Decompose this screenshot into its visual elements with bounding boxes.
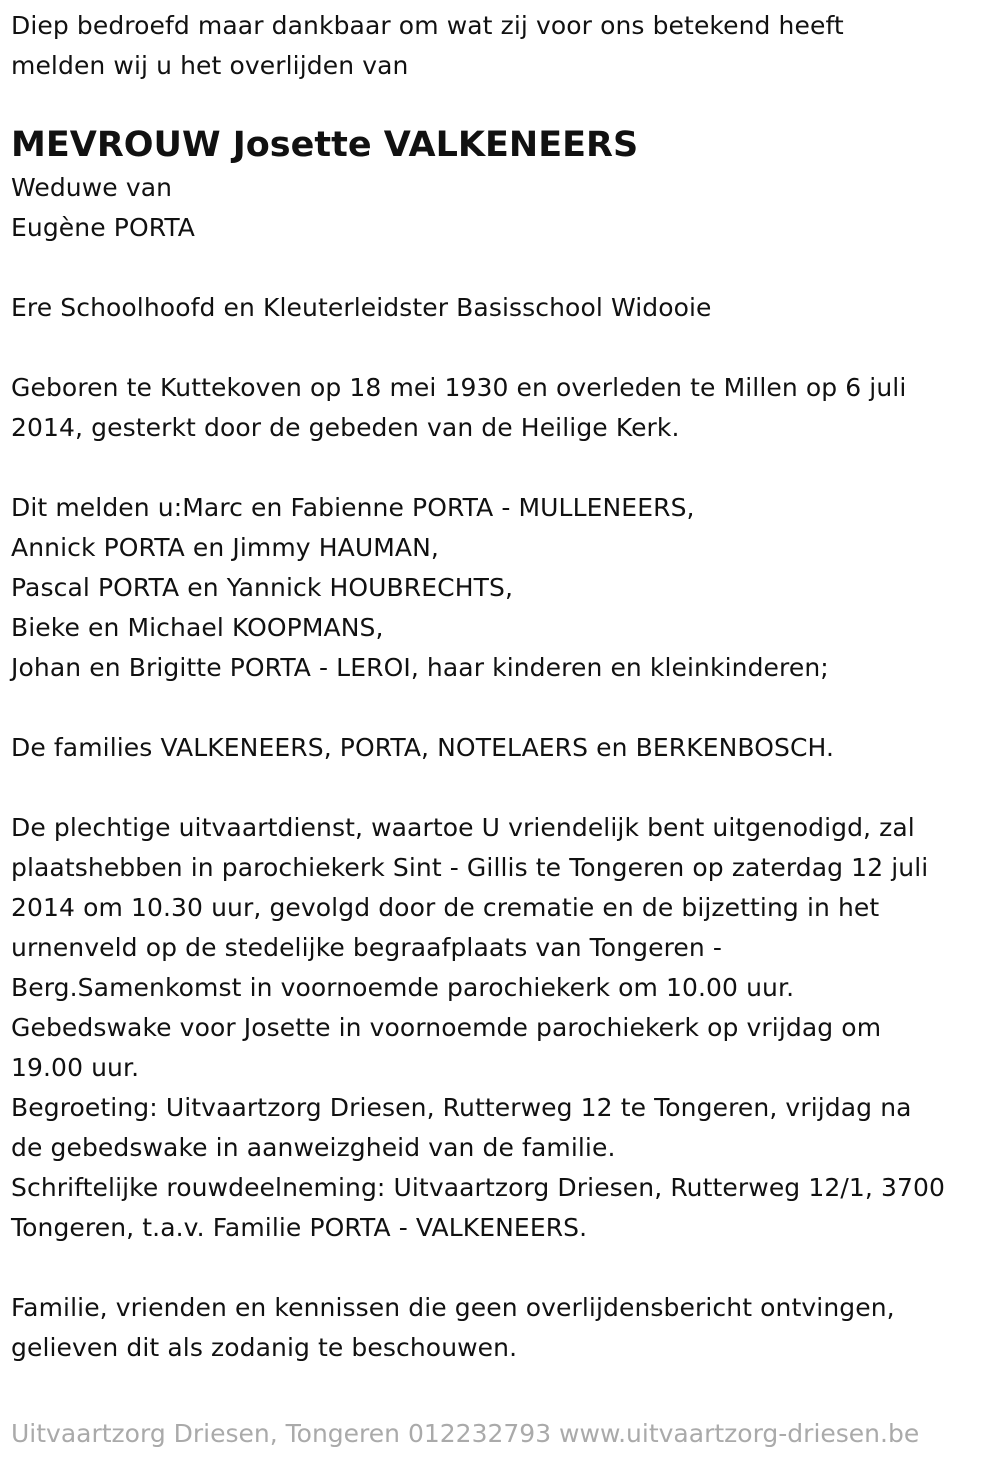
intro-text (11, 6, 996, 86)
occupation: Ere Schoolhoofd en Kleuterleidster Basisschool Widooie (11, 293, 712, 322)
announcer-line: Johan en Brigitte PORTA - LEROI, haar kinderen en kleinkinderen; (11, 653, 829, 682)
funeral-paragraph (11, 808, 996, 1248)
funeral-line: Schriftelijke rouwdeelneming: Uitvaartzorg Driesen, Rutterweg 12/1, 3700 (11, 1173, 945, 1202)
deceased-name: MEVROUW Josette VALKENEERS (11, 125, 639, 165)
intro-line: melden wij u het overlijden van (11, 51, 409, 80)
announcer-line: Bieke en Michael KOOPMANS, (11, 613, 384, 642)
intro-line: Diep bedroefd maar dankbaar om wat zij voor ons betekend heeft (11, 11, 844, 40)
birth-death-paragraph (11, 368, 996, 448)
funeral-line: Gebedswake voor Josette in voornoemde parochiekerk op vrijdag om (11, 1013, 882, 1042)
families-line: De families VALKENEERS, PORTA, NOTELAERS en BERKENBOSCH. (11, 733, 835, 762)
funeral-line: Tongeren, t.a.v. Familie PORTA - VALKENEERS. (11, 1213, 588, 1242)
closing-line: gelieven dit als zodanig te beschouwen. (11, 1333, 518, 1362)
widow-of-label: Weduwe van (11, 173, 173, 202)
funeral-line: plaatshebben in parochiekerk Sint - Gillis te Tongeren op zaterdag 12 juli (11, 853, 929, 882)
funeral-line: de gebedswake in aanweizgheid van de familie. (11, 1133, 616, 1162)
funeral-line: 2014 om 10.30 uur, gevolgd door de crematie en de bijzetting in het (11, 893, 880, 922)
funeral-line: 19.00 uur. (11, 1053, 140, 1082)
closing-line: Familie, vrienden en kennissen die geen overlijdensbericht ontvingen, (11, 1293, 895, 1322)
funeral-line: Begroeting: Uitvaartzorg Driesen, Rutterweg 12 te Tongeren, vrijdag na (11, 1093, 912, 1122)
announcer-line: Dit melden u:Marc en Fabienne PORTA - MULLENEERS, (11, 493, 695, 522)
funeral-line: De plechtige uitvaartdienst, waartoe U vriendelijk bent uitgenodigd, zal (11, 813, 915, 842)
funeral-home-footer: Uitvaartzorg Driesen, Tongeren 012232793 www.uitvaartzorg-driesen.be (11, 1419, 920, 1448)
announcers-list (11, 488, 996, 688)
announcer-line: Pascal PORTA en Yannick HOUBRECHTS, (11, 573, 513, 602)
spouse-name: Eugène PORTA (11, 213, 196, 242)
announcer-line: Annick PORTA en Jimmy HAUMAN, (11, 533, 439, 562)
funeral-line: urnenveld op de stedelijke begraafplaats van Tongeren - (11, 933, 723, 962)
death-notice (11, 6, 996, 1368)
closing-paragraph (11, 1288, 996, 1368)
birth-death-line: 2014, gesterkt door de gebeden van de Heilige Kerk. (11, 413, 680, 442)
funeral-line: Berg.Samenkomst in voornoemde parochiekerk om 10.00 uur. (11, 973, 795, 1002)
birth-death-line: Geboren te Kuttekoven op 18 mei 1930 en overleden te Millen op 6 juli (11, 373, 907, 402)
